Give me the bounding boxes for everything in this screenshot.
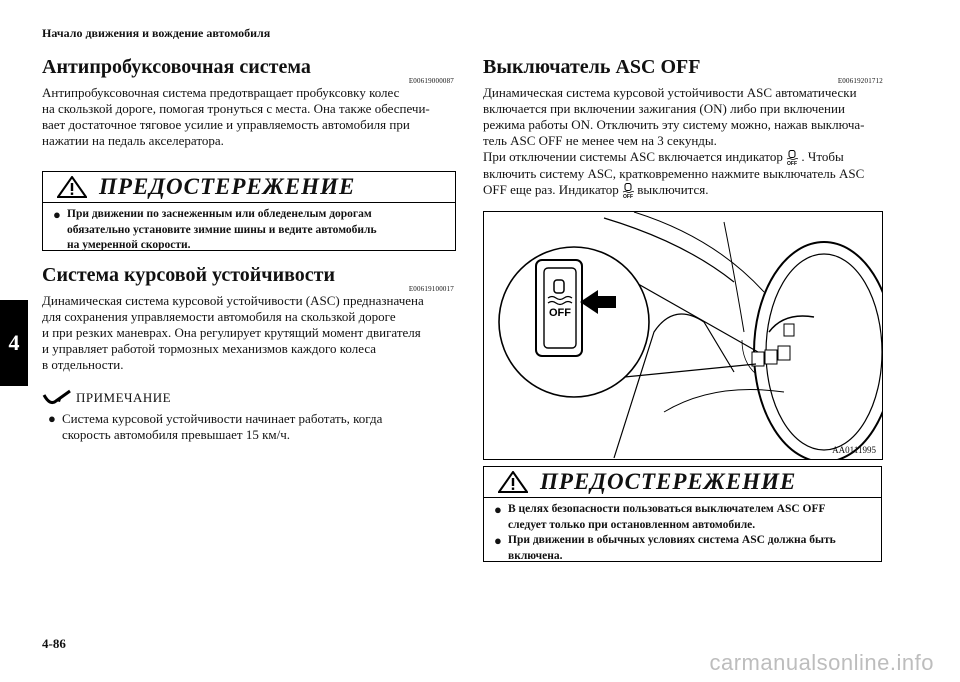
text-line: на скользкой дороге, помогая тронуться с места. Она также обеспечи- (42, 101, 430, 116)
bullet-icon: ● (48, 411, 56, 426)
asc-off-indicator-icon (622, 183, 634, 199)
page-number: 4-86 (42, 636, 66, 651)
text-line: включается при включении зажигания (ON) либо при включении (483, 101, 845, 116)
text-line: и управляет работой тормозных механизмов каждого колеса (42, 341, 377, 356)
warning-body (43, 203, 455, 260)
bullet-icon: ● (494, 533, 502, 548)
text-span: При отключении системы ASC включается индикатор (483, 149, 783, 164)
text-line: Антипробуксовочная система предотвращает пробуксовку колес (42, 85, 400, 100)
text-line: тель ASC OFF не менее чем на 3 секунды. (483, 133, 717, 148)
text-line: на умеренной скорости. (67, 239, 191, 251)
stability-section (42, 264, 454, 373)
asc-off-code: E00619201712 (837, 77, 883, 85)
warning-item (494, 502, 871, 533)
text-line: Динамическая система курсовой устойчивости ASC автоматически (483, 85, 857, 100)
traction-section (42, 56, 454, 149)
note-label: ПРИМЕЧАНИЕ (76, 390, 172, 405)
svg-text:OFF: OFF (787, 161, 798, 167)
note-pencil-icon (42, 389, 72, 407)
text-line: для сохранения управляемости автомобиля на скользкой дороге (42, 309, 396, 324)
dashboard-illustration (483, 211, 883, 460)
text-line: следует только при остановленном автомобиле. (508, 518, 756, 531)
text-line: включена. (508, 549, 563, 562)
text-line: скорость автомобиля превышает 15 км/ч. (62, 427, 291, 442)
warning-header (43, 172, 455, 203)
text-line: Система курсовой устойчивости начинает работать, когда (62, 411, 383, 426)
warning-item (53, 207, 445, 254)
bullet-icon: ● (494, 502, 502, 517)
text-line: При движении в обычных условиях система ASC должна быть (508, 534, 836, 546)
text-line: При движении по заснеженным или обледенелым дорогам (67, 208, 372, 220)
bullet-icon: ● (53, 207, 61, 222)
text-line: включить систему ASC, кратковременно нажмите выключатель ASC (483, 166, 865, 182)
running-header: Начало движения и вождение автомобиля (42, 26, 271, 40)
stability-code: E00619100017 (408, 285, 454, 293)
warning-item (494, 533, 871, 564)
asc-off-indicator-icon (786, 150, 798, 166)
text-line: Динамическая система курсовой устойчивости (ASC) предназначена (42, 293, 424, 308)
text-line (483, 149, 883, 166)
traction-text (42, 85, 454, 149)
warning-triangle-icon (57, 176, 87, 198)
dashboard-drawing (484, 212, 882, 459)
figure-code: AA0111995 (832, 445, 876, 455)
text-line: режима работы ON. Отключить эту систему можно, нажав выключа- (483, 117, 865, 132)
note-body (42, 411, 454, 443)
text-line: в отдельности. (42, 357, 124, 372)
warning-title: ПРЕДОСТЕРЕЖЕНИЕ (99, 174, 356, 199)
note-header (42, 389, 454, 407)
warning-header (484, 467, 881, 498)
switch-off-label: OFF (549, 307, 571, 319)
stability-title: Система курсовой устойчивости (42, 264, 335, 286)
traction-code: E00619000087 (408, 77, 454, 85)
text-line: В целях безопасности пользоваться выключателем ASC OFF (508, 503, 826, 515)
text-span: OFF еще раз. Индикатор (483, 182, 619, 198)
warning-box-2 (483, 466, 882, 562)
svg-text:OFF: OFF (623, 194, 634, 200)
stability-text (42, 293, 454, 373)
traction-title: Антипробуксовочная система (42, 56, 311, 78)
text-span: выключится. (637, 182, 709, 198)
warning-box-1 (42, 171, 456, 251)
text-line: обязательно установите зимние шины и ведите автомобиль (67, 223, 377, 236)
text-line: и при резких маневрах. Она регулирует крутящий момент двигателя (42, 325, 421, 340)
text-line: вает достаточное тяговое усилие и управляемость автомобиля при (42, 117, 410, 132)
note-section (42, 389, 454, 443)
watermark: carmanualsonline.info (709, 650, 934, 675)
warning-body (484, 498, 881, 570)
chapter-tab: 4 (0, 300, 28, 386)
text-line (483, 182, 883, 199)
asc-off-title: Выключатель ASC OFF (483, 56, 701, 78)
warning-title: ПРЕДОСТЕРЕЖЕНИЕ (540, 469, 797, 494)
warning-triangle-icon (498, 471, 528, 493)
asc-off-text (483, 85, 883, 199)
text-line: нажатии на педаль акселератора. (42, 133, 224, 148)
note-item (48, 411, 454, 443)
text-span: . Чтобы (801, 149, 844, 164)
asc-off-section (483, 56, 883, 199)
